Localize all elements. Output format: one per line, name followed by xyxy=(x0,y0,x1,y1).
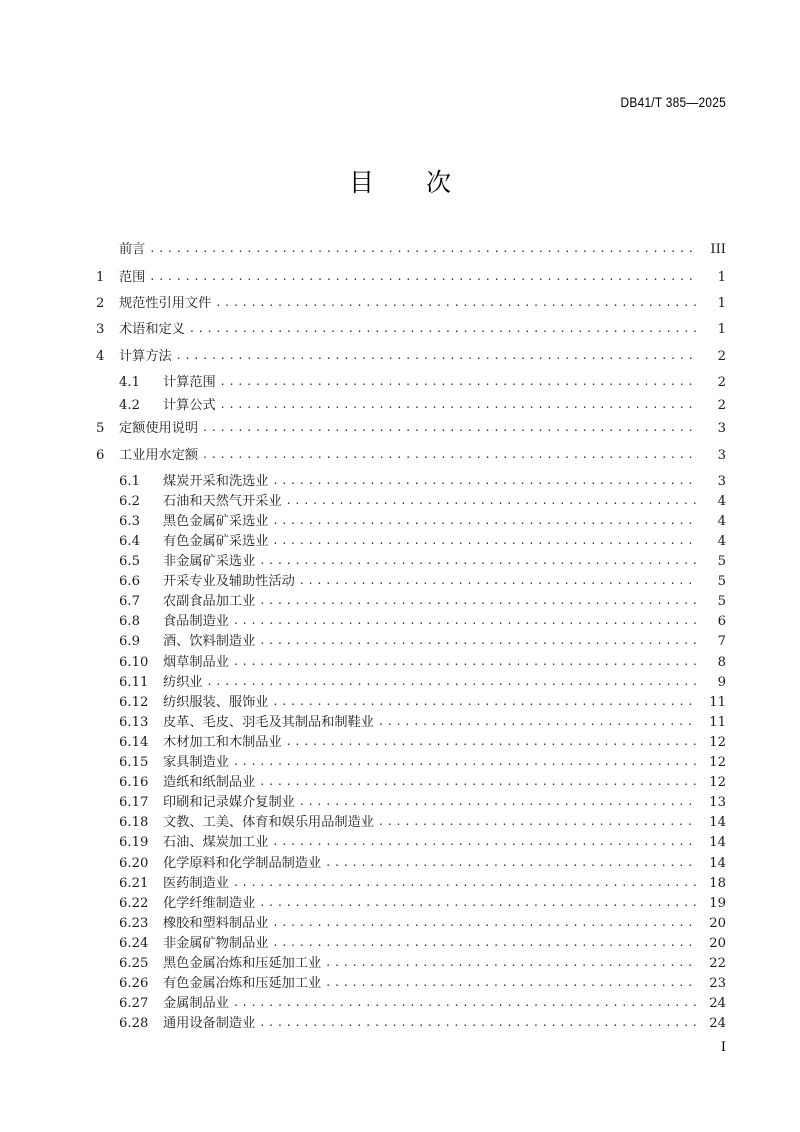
toc-entry-page-number: 9 xyxy=(717,674,726,690)
toc-entry-label: 范围 xyxy=(119,270,146,285)
toc-entry[interactable] xyxy=(96,733,726,753)
standard-number-header: DB41/T 385—2025 xyxy=(620,95,726,110)
toc-entry-label: 皮革、毛皮、羽毛及其制品和制鞋业 xyxy=(163,714,374,730)
toc-entry-page-number: 24 xyxy=(709,1016,726,1032)
toc-dot-leader xyxy=(221,373,696,386)
toc-dot-leader xyxy=(260,1014,696,1027)
toc-entry-label: 化学纤维制造业 xyxy=(163,895,256,911)
toc-entry-page-number: 5 xyxy=(717,574,726,590)
toc-entry-number: 6.7 xyxy=(119,594,140,610)
toc-entry-number: 6.4 xyxy=(119,534,140,549)
toc-entry-page-number: 3 xyxy=(717,447,726,463)
toc-entry-page-number: 4 xyxy=(717,513,726,529)
toc-dot-leader xyxy=(234,994,696,1007)
toc-dot-leader xyxy=(221,396,696,409)
toc-dot-leader xyxy=(260,592,696,605)
toc-entry-number: 4 xyxy=(96,348,105,364)
toc-entry-number: 3 xyxy=(96,322,105,338)
toc-dot-leader xyxy=(300,572,696,585)
toc-entry-number: 6.2 xyxy=(119,493,140,509)
toc-entry-number: 6.18 xyxy=(119,815,149,831)
toc-entry[interactable] xyxy=(96,833,726,853)
toc-dot-leader xyxy=(203,446,696,459)
toc-entry-number: 6.12 xyxy=(119,694,149,710)
toc-entry[interactable] xyxy=(96,347,726,373)
toc-entry[interactable] xyxy=(96,874,726,894)
toc-entry-page-number: 1 xyxy=(717,296,726,312)
toc-dot-leader xyxy=(274,512,697,525)
toc-dot-leader xyxy=(274,914,697,927)
toc-dot-leader xyxy=(274,532,697,545)
toc-dot-leader xyxy=(274,934,697,947)
toc-entry[interactable] xyxy=(96,753,726,773)
toc-entry-label: 非金属矿物制品业 xyxy=(163,935,269,951)
toc-entry-label: 煤炭开采和洗选业 xyxy=(163,473,269,489)
toc-entry-page-number: 2 xyxy=(717,374,726,390)
toc-entry-number: 1 xyxy=(96,270,105,285)
toc-entry-label: 前言 xyxy=(119,242,146,257)
toc-entry-label: 通用设备制造业 xyxy=(163,1016,256,1032)
toc-dot-leader xyxy=(287,492,696,505)
toc-entry-page-number: 18 xyxy=(709,875,726,891)
toc-entry-number: 6.9 xyxy=(119,634,140,650)
toc-entry-number: 6.24 xyxy=(119,935,149,951)
toc-dot-leader xyxy=(150,268,696,281)
toc-dot-leader xyxy=(260,773,696,786)
toc-entry-page-number: 14 xyxy=(709,855,726,871)
toc-entry-label: 开采专业及辅助性活动 xyxy=(163,574,295,590)
toc-entry-page-number: 20 xyxy=(709,935,726,951)
toc-entry-number: 5 xyxy=(96,421,105,437)
toc-entry-page-number: 19 xyxy=(709,895,726,911)
toc-dot-leader xyxy=(216,294,696,307)
toc-entry-page-number: 14 xyxy=(709,835,726,851)
toc-entry-number: 4.1 xyxy=(119,374,140,390)
toc-entry[interactable] xyxy=(96,974,726,994)
toc-entry[interactable] xyxy=(96,1014,726,1034)
toc-entry[interactable] xyxy=(96,492,726,512)
toc-dot-leader xyxy=(379,813,696,826)
toc-entry-number: 6.26 xyxy=(119,976,149,992)
toc-entry-label: 食品制造业 xyxy=(163,614,229,630)
toc-entry[interactable] xyxy=(96,592,726,612)
toc-dot-leader xyxy=(203,419,696,432)
toc-entry-page-number: 5 xyxy=(717,554,726,570)
toc-entry[interactable] xyxy=(96,532,726,552)
toc-dot-leader xyxy=(379,713,696,726)
toc-entry-label: 家具制造业 xyxy=(163,755,229,771)
toc-entry[interactable] xyxy=(96,954,726,974)
toc-entry-number: 6.13 xyxy=(119,714,149,730)
toc-entry-page-number: 1 xyxy=(717,322,726,338)
toc-entry-number: 6.10 xyxy=(119,654,149,670)
toc-entry-page-number: 6 xyxy=(717,614,726,630)
toc-dot-leader xyxy=(274,833,697,846)
toc-entry-number: 6.21 xyxy=(119,875,149,891)
toc-entry-page-number: 12 xyxy=(709,775,726,791)
toc-dot-leader xyxy=(208,673,696,686)
toc-entry-page-number: 12 xyxy=(709,734,726,750)
toc-entry-label: 术语和定义 xyxy=(119,322,185,338)
toc-dot-leader xyxy=(287,733,696,746)
toc-entry-page-number: 1 xyxy=(717,270,726,285)
toc-entry-number: 6 xyxy=(96,447,105,463)
toc-dot-leader xyxy=(234,653,696,666)
toc-entry[interactable] xyxy=(96,373,726,396)
toc-dot-leader xyxy=(150,240,696,253)
toc-entry[interactable] xyxy=(96,268,726,294)
toc-entry-label: 橡胶和塑料制品业 xyxy=(163,915,269,931)
toc-entry-label: 烟草制品业 xyxy=(163,654,229,670)
toc-entry[interactable] xyxy=(96,632,726,652)
toc-entry[interactable] xyxy=(96,240,726,268)
toc-entry-label: 计算方法 xyxy=(119,348,172,364)
page-number-footer: I xyxy=(720,1040,726,1055)
toc-dot-leader xyxy=(326,974,696,987)
page-title: 目 次 xyxy=(349,168,473,197)
toc-entry[interactable] xyxy=(96,713,726,733)
toc-entry-number: 6.17 xyxy=(119,795,149,811)
toc-entry-number: 6.11 xyxy=(119,674,149,690)
toc-entry[interactable] xyxy=(96,446,726,472)
toc-entry-label: 计算公式 xyxy=(163,398,216,414)
toc-dot-leader xyxy=(234,874,696,887)
toc-entry-number: 6.3 xyxy=(119,513,140,529)
toc-entry[interactable] xyxy=(96,294,726,320)
toc-dot-leader xyxy=(234,753,696,766)
toc-entry-label: 纺织业 xyxy=(163,674,203,690)
table-of-contents xyxy=(96,240,726,1034)
toc-entry-page-number: 22 xyxy=(709,955,726,971)
toc-entry-page-number: 3 xyxy=(717,473,726,489)
toc-entry-page-number: 12 xyxy=(709,755,726,771)
toc-entry-page-number: 2 xyxy=(717,398,726,414)
toc-entry[interactable] xyxy=(96,673,726,693)
toc-entry-number: 6.27 xyxy=(119,996,149,1012)
toc-entry-number: 2 xyxy=(96,296,105,312)
toc-entry[interactable] xyxy=(96,653,726,673)
toc-entry-number: 6.14 xyxy=(119,734,149,750)
toc-entry[interactable] xyxy=(96,472,726,492)
toc-entry-label: 黑色金属冶炼和压延加工业 xyxy=(163,955,322,971)
toc-entry-number: 6.22 xyxy=(119,895,149,911)
toc-entry[interactable] xyxy=(96,934,726,954)
toc-entry[interactable] xyxy=(96,572,726,592)
toc-entry-label: 黑色金属矿采选业 xyxy=(163,513,269,529)
toc-entry-label: 文教、工美、体育和娱乐用品制造业 xyxy=(163,815,374,831)
toc-entry-page-number: 4 xyxy=(717,534,726,549)
toc-entry-label: 规范性引用文件 xyxy=(119,296,212,312)
toc-entry-page-number: 2 xyxy=(717,348,726,364)
toc-entry[interactable] xyxy=(96,793,726,813)
toc-dot-leader xyxy=(260,894,696,907)
toc-entry-number: 6.16 xyxy=(119,775,149,791)
toc-entry-number: 6.6 xyxy=(119,574,140,590)
toc-entry-label: 石油、煤炭加工业 xyxy=(163,835,269,851)
toc-entry-label: 农副食品加工业 xyxy=(163,594,256,610)
toc-entry[interactable] xyxy=(96,914,726,934)
toc-entry[interactable] xyxy=(96,813,726,833)
toc-entry-page-number: 5 xyxy=(717,594,726,610)
toc-entry-label: 有色金属冶炼和压延加工业 xyxy=(163,976,322,992)
toc-entry-number: 6.1 xyxy=(119,473,140,489)
toc-entry-number: 4.2 xyxy=(119,398,140,414)
toc-dot-leader xyxy=(300,793,696,806)
toc-entry-page-number: 23 xyxy=(709,976,726,992)
toc-entry[interactable] xyxy=(96,773,726,793)
toc-entry[interactable] xyxy=(96,854,726,874)
toc-entry-number: 6.19 xyxy=(119,835,149,851)
toc-entry-number: 6.20 xyxy=(119,855,149,871)
toc-entry[interactable] xyxy=(96,419,726,445)
toc-dot-leader xyxy=(260,632,696,645)
toc-entry[interactable] xyxy=(96,994,726,1014)
toc-entry-page-number: 24 xyxy=(709,996,726,1012)
toc-entry-label: 计算范围 xyxy=(163,374,216,390)
toc-entry[interactable] xyxy=(96,612,726,632)
toc-entry-number: 6.25 xyxy=(119,955,149,971)
toc-entry-number: 6.23 xyxy=(119,915,149,931)
toc-entry-page-number: 20 xyxy=(709,915,726,931)
toc-entry-number: 6.5 xyxy=(119,554,140,570)
toc-dot-leader xyxy=(260,552,696,565)
toc-entry-page-number: 8 xyxy=(717,654,726,670)
toc-entry-page-number: 14 xyxy=(709,815,726,831)
toc-entry-page-number: 3 xyxy=(717,421,726,437)
toc-entry-label: 化学原料和化学制品制造业 xyxy=(163,855,322,871)
toc-entry-page-number: III xyxy=(710,242,726,257)
toc-entry[interactable] xyxy=(96,693,726,713)
toc-entry-label: 非金属矿采选业 xyxy=(163,554,256,570)
toc-entry-page-number: 11 xyxy=(709,694,726,710)
toc-entry[interactable] xyxy=(96,396,726,419)
toc-dot-leader xyxy=(326,954,696,967)
toc-entry-label: 酒、饮料制造业 xyxy=(163,634,256,650)
toc-entry-label: 印刷和记录媒介复制业 xyxy=(163,795,295,811)
toc-entry-page-number: 4 xyxy=(717,493,726,509)
toc-entry-page-number: 13 xyxy=(709,795,726,811)
toc-entry-label: 定额使用说明 xyxy=(119,421,199,437)
toc-entry-number: 6.15 xyxy=(119,755,149,771)
toc-entry-label: 有色金属矿采选业 xyxy=(163,534,269,549)
toc-entry[interactable] xyxy=(96,894,726,914)
toc-entry-page-number: 11 xyxy=(709,714,726,730)
toc-dot-leader xyxy=(177,347,696,360)
toc-entry-page-number: 7 xyxy=(717,634,726,650)
toc-entry-label: 金属制品业 xyxy=(163,996,229,1012)
toc-entry-label: 纺织服装、服饰业 xyxy=(163,694,269,710)
toc-entry-number: 6.28 xyxy=(119,1016,149,1032)
toc-dot-leader xyxy=(234,612,696,625)
toc-entry-label: 造纸和纸制品业 xyxy=(163,775,256,791)
toc-entry-label: 工业用水定额 xyxy=(119,447,199,463)
toc-dot-leader xyxy=(274,693,697,706)
toc-dot-leader xyxy=(274,472,697,485)
toc-entry-label: 石油和天然气开采业 xyxy=(163,493,282,509)
toc-entry[interactable] xyxy=(96,320,726,346)
toc-dot-leader xyxy=(190,320,696,333)
toc-entry-number: 6.8 xyxy=(119,614,140,630)
toc-entry[interactable] xyxy=(96,552,726,572)
toc-entry-label: 木材加工和木制品业 xyxy=(163,734,282,750)
toc-entry-label: 医药制造业 xyxy=(163,875,229,891)
toc-dot-leader xyxy=(326,854,696,867)
toc-entry[interactable] xyxy=(96,512,726,532)
